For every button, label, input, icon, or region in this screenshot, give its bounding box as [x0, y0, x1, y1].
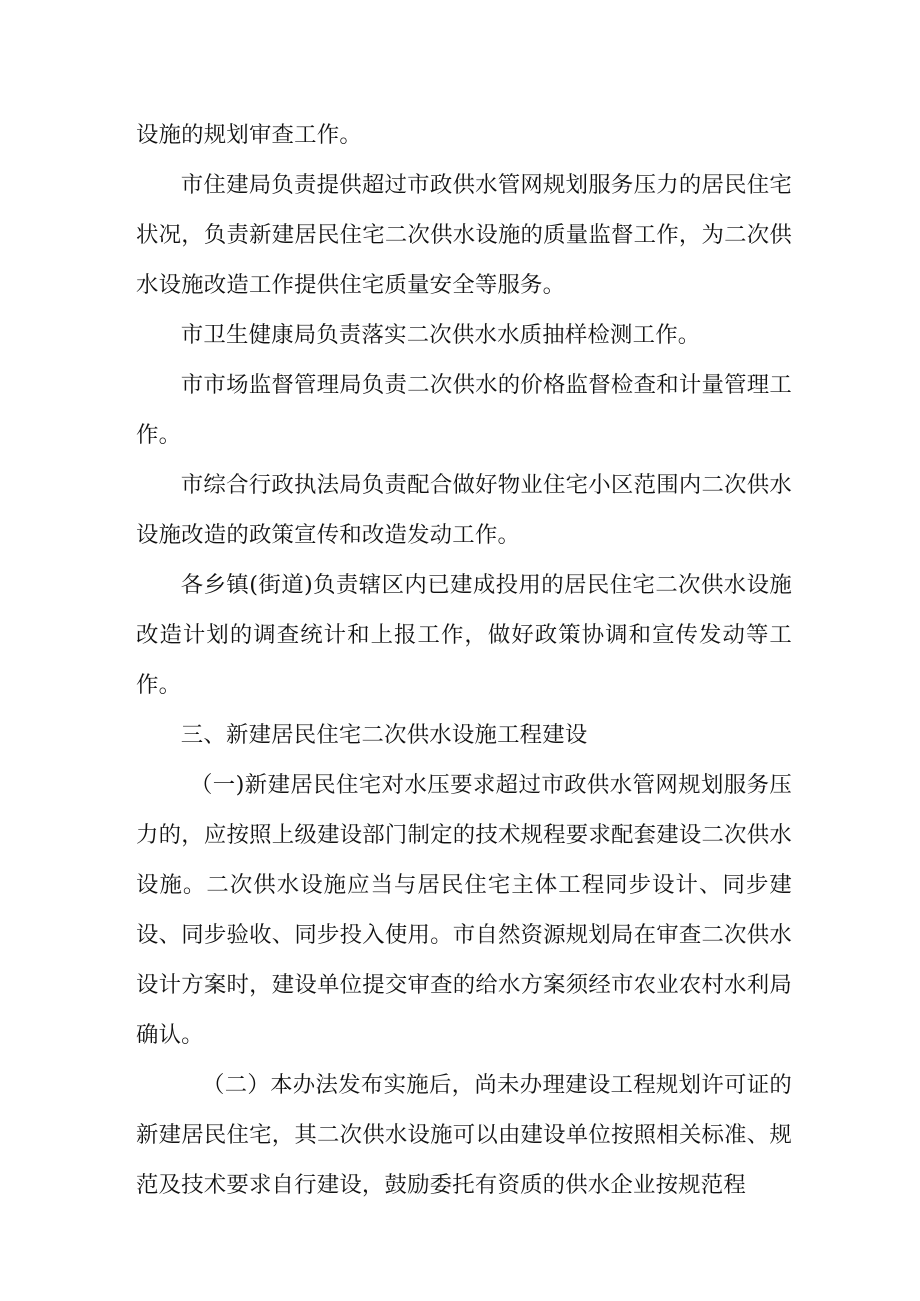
paragraph-law-enforcement: 市综合行政执法局负责配合做好物业住宅小区范围内二次供水设施改造的政策宣传和改造发动工作。 — [136, 472, 792, 548]
paragraph-townships: 各乡镇(街道)负责辖区内已建成投用的居民住宅二次供水设施改造计划的调查统计和上报工作，做好政策协调和宣传发动等工作。 — [136, 572, 792, 698]
paragraph-item-2: （二）本办法发布实施后，尚未办理建设工程规划许可证的新建居民住宅，其二次供水设施可以由建设单位按照相关标准、规范及技术要求自行建设，鼓励委托有资质的供水企业按规范程 — [136, 1072, 792, 1198]
document-body — [136, 110, 792, 1210]
paragraph-continuation: 设施的规划审查工作。 — [136, 122, 362, 148]
paragraph-housing-bureau: 市住建局负责提供超过市政供水管网规划服务压力的居民住宅状况，负责新建居民住宅二次供水设施的质量监督工作，为二次供水设施改造工作提供住宅质量安全等服务。 — [136, 172, 792, 298]
paragraph-health-bureau: 市卫生健康局负责落实二次供水水质抽样检测工作。 — [180, 322, 701, 348]
section-heading-3: 三、新建居民住宅二次供水设施工程建设 — [180, 722, 588, 748]
paragraph-market-supervision: 市市场监督管理局负责二次供水的价格监督检查和计量管理工作。 — [136, 372, 792, 448]
paragraph-item-1: （一)新建居民住宅对水压要求超过市政供水管网规划服务压力的，应按照上级建设部门制定的技术规程要求配套建设二次供水设施。二次供水设施应当与居民住宅主体工程同步设计、同步建设、同步验收、同步投入使用。市自然资源规划局在审查二次供水设计方案时，建设单位提交审查的给水方案须经市农业农村水利局确认。 — [136, 772, 792, 1048]
